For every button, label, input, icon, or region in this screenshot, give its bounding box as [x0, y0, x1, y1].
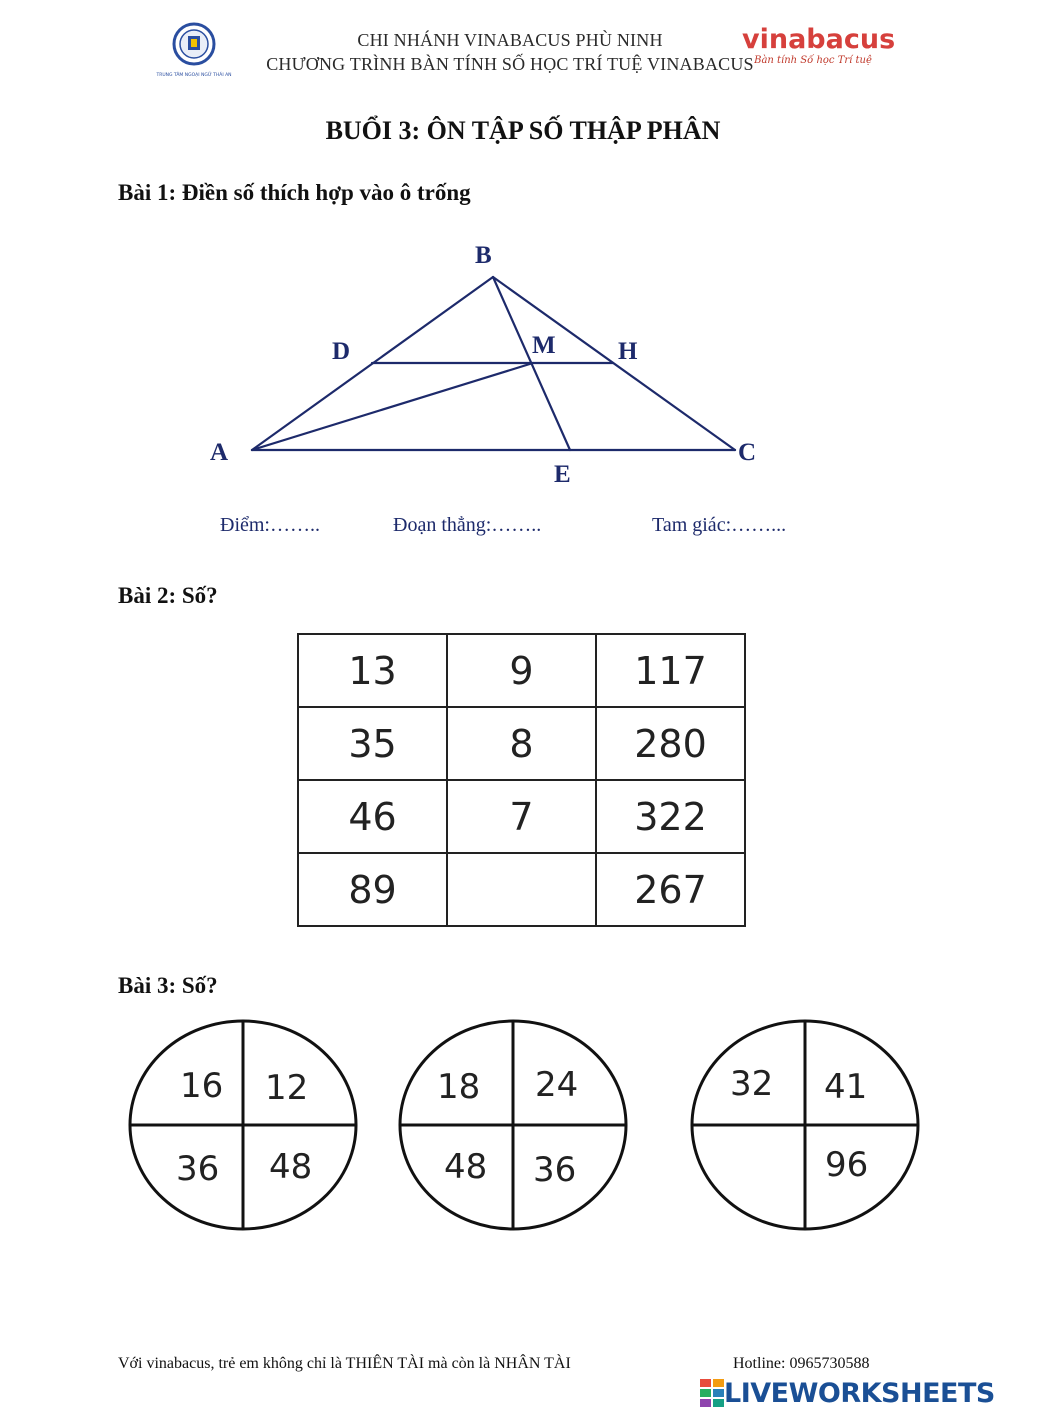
circle-1-bottom-right: 48: [269, 1147, 313, 1187]
table-row: [298, 780, 745, 853]
grid-cell: 280: [596, 707, 745, 780]
grid-cell: 89: [298, 853, 447, 926]
circle-2-bottom-left: 48: [444, 1147, 488, 1187]
point-label-e: E: [554, 461, 571, 488]
grid-cell: 9: [447, 634, 596, 707]
point-label-c: C: [738, 439, 757, 466]
circle-3-bottom-right: 96: [825, 1145, 869, 1185]
grid-cell: 46: [298, 780, 447, 853]
answer-segments[interactable]: Đoạn thẳng:……..: [393, 514, 542, 536]
number-circle-3: [688, 1018, 922, 1232]
thai-an-logo-caption: TRUNG TÂM NGOẠI NGỮ THÁI AN: [156, 73, 232, 78]
thai-an-logo: [156, 22, 232, 84]
header-line2: CHƯƠNG TRÌNH BÀN TÍNH SỐ HỌC TRÍ TUỆ VINABACUS: [266, 54, 754, 74]
exercise2-heading: Bài 2: Số?: [118, 583, 218, 608]
vinabacus-tagline: Bàn tính Số học Trí tuệ: [754, 55, 872, 66]
exercise3-heading: Bài 3: Số?: [118, 973, 218, 998]
vinabacus-brand: vinabacus: [742, 24, 896, 55]
vinabacus-logo: [742, 24, 896, 72]
circle-1-bottom-left: 36: [176, 1149, 220, 1189]
exercise1-heading: Bài 1: Điền số thích hợp vào ô trống: [118, 180, 471, 205]
grid-cell: 267: [596, 853, 745, 926]
grid-cell: 7: [447, 780, 596, 853]
number-circle-2: [396, 1018, 630, 1232]
grid-cell: 13: [298, 634, 447, 707]
point-label-b: B: [475, 242, 492, 269]
grid-cell: 117: [596, 634, 745, 707]
page-title: BUỔI 3: ÔN TẬP SỐ THẬP PHÂN: [325, 116, 721, 145]
grid-cell: 35: [298, 707, 447, 780]
circle-1-top-left: 16: [180, 1066, 224, 1106]
liveworksheets-text: LIVEWORKSHEETS: [724, 1377, 995, 1409]
circle-1-top-right: 12: [265, 1068, 309, 1108]
table-row: [298, 707, 745, 780]
table-row: [298, 634, 745, 707]
liveworksheets-icon: [700, 1379, 724, 1407]
grid-cell: 8: [447, 707, 596, 780]
header-text: [230, 28, 790, 76]
answer-points[interactable]: Điểm:……..: [220, 514, 320, 536]
point-label-m: M: [532, 332, 556, 359]
footer-slogan: Với vinabacus, trẻ em không chỉ là THIÊN TÀI mà còn là NHÂN TÀI: [118, 1355, 571, 1372]
number-grid: [297, 633, 746, 927]
circle-2-top-right: 24: [535, 1065, 579, 1105]
circle-2-bottom-right: 36: [533, 1150, 577, 1190]
segment-am: [252, 363, 533, 450]
table-row: [298, 853, 745, 926]
circle-2-top-left: 18: [437, 1067, 481, 1107]
liveworksheets-watermark: [700, 1375, 995, 1411]
point-label-h: H: [618, 338, 638, 365]
answer-cell[interactable]: [447, 853, 596, 926]
grid-cell: 322: [596, 780, 745, 853]
header-line1: CHI NHÁNH VINABACUS PHÙ NINH: [357, 30, 663, 50]
number-circle-1: [126, 1018, 360, 1232]
point-label-a: A: [210, 439, 229, 466]
circle-3-top-left: 32: [730, 1064, 774, 1104]
footer-hotline: Hotline: 0965730588: [733, 1355, 870, 1372]
answer-triangles[interactable]: Tam giác:……...: [652, 514, 787, 536]
circle-3-top-right: 41: [824, 1067, 868, 1107]
triangle-figure: [200, 235, 800, 495]
point-label-d: D: [332, 338, 351, 365]
